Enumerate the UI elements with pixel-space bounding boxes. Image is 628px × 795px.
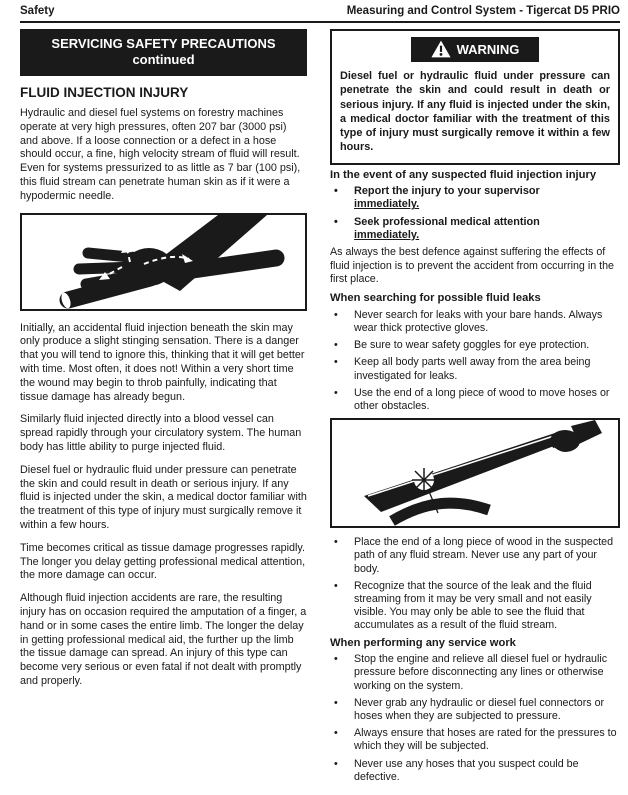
- list-item: • Never search for leaks with your bare hands. Always wear thick protective gloves.: [330, 309, 620, 335]
- warning-box: [330, 29, 620, 165]
- list-item: • Always ensure that hoses are rated for the pressures to which they will be subjected.: [330, 727, 620, 753]
- para-best-defence: As always the best defence against suffering the effects of fluid injection is to prevent the accident from occurring in the first place.: [330, 246, 614, 285]
- section-title-fluid-injection: FLUID INJECTION INJURY: [20, 85, 189, 100]
- bullet-underlined-text: immediately.: [354, 198, 420, 211]
- para-blood-vessel: Similarly fluid injected directly into a blood vessel can spread rapidly through your circulatory system. The human body has little ability to purge injected fluid.: [20, 413, 302, 453]
- heading-searching-leaks: When searching for possible fluid leaks: [330, 292, 541, 305]
- list-item: [330, 216, 620, 242]
- servicing-precautions-banner: [20, 29, 307, 76]
- bullet-text: Seek professional medical attention: [354, 215, 540, 228]
- list-item: • Be sure to wear safety goggles for eye protection.: [330, 339, 620, 352]
- leaks-bullet-list: [330, 309, 620, 413]
- banner-line2: continued: [132, 52, 195, 67]
- list-item: • Place the end of a long piece of wood in the suspected path of any fluid stream. Never use any part of your body.: [330, 536, 620, 576]
- event-bullet-list: [330, 185, 620, 242]
- list-item: • Use the end of a long piece of wood to move hoses or other obstacles.: [330, 387, 620, 413]
- para-time-critical: Time becomes critical as tissue damage progresses rapidly. The longer you delay getting professional medical attention, the more damage can occur.: [20, 541, 306, 582]
- header-left-title: Safety: [20, 5, 55, 17]
- wood-stick-leak-check-illustration: [332, 420, 618, 526]
- figure-wood-check: [330, 418, 620, 528]
- heading-service-work: When performing any service work: [330, 636, 516, 649]
- bullet-text: Report the injury to your supervisor: [354, 185, 540, 198]
- warning-triangle-icon: [431, 40, 451, 58]
- right-column: [330, 29, 620, 788]
- banner-line1: SERVICING SAFETY PRECAUTIONS: [51, 36, 276, 51]
- warning-label: [411, 37, 539, 62]
- warning-text: Diesel fuel or hydraulic fluid under pressure can penetrate the skin and could result in death or serious injury. If any fluid is injected under the skin, a medical doctor familiar with the treatment of this type of injury must surgically remove it within a few hours.: [340, 70, 610, 154]
- para-initially: Initially, an accidental fluid injection beneath the skin may only produce a slight stinging sensation. There is a danger that you will tend to ignore this, thinking that it will get better with time. Most often, it does not! Within a very short time the wound may begin to throb painfully, indicating that tissue damage has already begun.: [20, 321, 305, 403]
- para-pressures: Hydraulic and diesel fuel systems on forestry machines operate at very high pressures, often 207 bar (3000 psi) and above. If a loose connection or a defect in a hose should occur, a fine, high velocity stream of fluid will result. Even for systems pressurized to as little as 7 bar (100 psi), this fluid stream can penetrate human skin as if it were a hypodermic needle.: [20, 107, 301, 202]
- left-column: [20, 29, 307, 698]
- list-item: [330, 185, 620, 211]
- list-item: • Recognize that the source of the leak and the fluid streaming from it may be very small and not easily visible. You may only be able to see the fluid that accumulates as a result of the fluid stream.: [330, 580, 620, 633]
- warning-label-text: WARNING: [456, 41, 520, 57]
- para-diesel-fuel: Diesel fuel or hydraulic fluid under pressure can penetrate the skin and could result in death or serious injury. If any fluid is injected under the skin, a medical doctor familiar with the treatment of this type of injury must surgically remove it within a few hours.: [20, 463, 307, 531]
- bullet-underlined-text: immediately.: [354, 228, 420, 241]
- hand-fluid-injection-illustration: [22, 215, 305, 309]
- figure-hand-injection: [20, 213, 307, 311]
- list-item: • Stop the engine and relieve all diesel fuel or hydraulic pressure before disconnecting any lines or otherwise working on the system.: [330, 653, 620, 693]
- para-amputation: Although fluid injection accidents are rare, the resulting injury has on occasion required the amputation of a finger, a hand or in some cases the entire limb. The longer the delay in getting professional medical aid, the further up the limb the tissue damage can spread. An injury of this type can become very serious or even fatal if not dealt with promptly and properly.: [20, 592, 307, 687]
- list-item: • Never grab any hydraulic or diesel fuel connectors or hoses when they are subjected to pressure.: [330, 697, 620, 723]
- heading-event-injection: In the event of any suspected fluid injection injury: [330, 168, 597, 181]
- page-header: [20, 5, 620, 23]
- wood-bullet-list: [330, 536, 620, 632]
- service-bullet-list: [330, 653, 620, 784]
- list-item: • Never use any hoses that you suspect could be defective.: [330, 758, 620, 784]
- header-right-title: Measuring and Control System - Tigercat D5 PRIO: [346, 5, 620, 17]
- list-item: • Keep all body parts well away from the area being investigated for leaks.: [330, 356, 620, 382]
